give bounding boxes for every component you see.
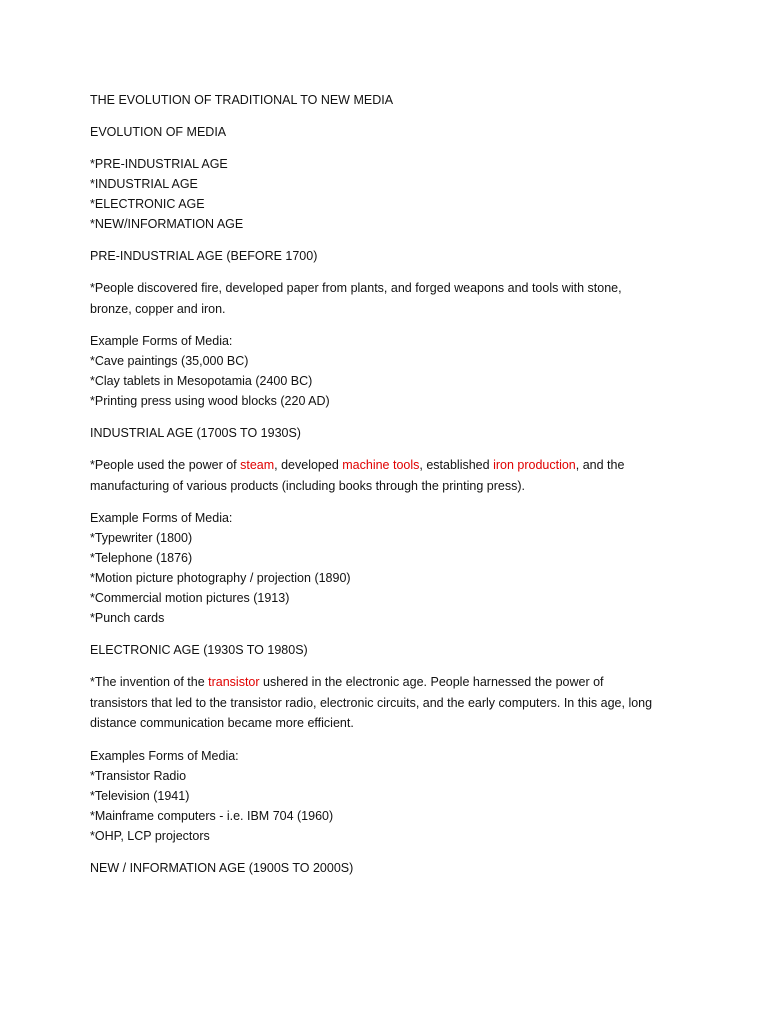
pre-industrial-examples: [90, 331, 690, 411]
document-title-block: [90, 90, 690, 110]
document-subtitle-block: [90, 122, 690, 142]
paragraph-text: ushered in the electronic age. People harnessed the power of: [259, 675, 604, 689]
section-heading-pre-industrial: PRE-INDUSTRIAL AGE (BEFORE 1700): [90, 249, 318, 263]
paragraph-line: [90, 672, 690, 693]
example-item: *Printing press using wood blocks (220 AD): [90, 394, 330, 408]
example-item: *Motion picture photography / projection (1890): [90, 571, 351, 585]
document-title: THE EVOLUTION OF TRADITIONAL TO NEW MEDIA: [90, 93, 394, 107]
example-item: *Telephone (1876): [90, 551, 193, 565]
paragraph-line: transistors that led to the transistor radio, electronic circuits, and the early computers. In this age, long: [90, 695, 653, 710]
section-heading-industrial: INDUSTRIAL AGE (1700S TO 1930S): [90, 426, 301, 440]
paragraph-line: *People discovered fire, developed paper from plants, and forged weapons and tools with stone,: [90, 281, 622, 295]
highlight-steam: steam: [240, 458, 275, 472]
ages-list: [90, 154, 690, 234]
pre-industrial-paragraph: [90, 278, 690, 319]
paragraph-text: *The invention of the: [90, 675, 209, 689]
paragraph-text: , established: [419, 458, 494, 472]
paragraph-text: *People used the power of: [90, 458, 241, 472]
paragraph-text: , and the: [575, 458, 625, 472]
example-item: *Television (1941): [90, 788, 190, 803]
industrial-examples: [90, 508, 690, 628]
examples-label: Examples Forms of Media:: [90, 748, 239, 763]
new-info-heading-block: [90, 858, 690, 878]
examples-label: Example Forms of Media:: [90, 334, 233, 348]
ages-list-item: *NEW/INFORMATION AGE: [90, 217, 244, 231]
electronic-paragraph: [90, 672, 690, 734]
paragraph-line: manufacturing of various products (including books through the printing press).: [90, 478, 525, 493]
paragraph-text: , developed: [274, 458, 343, 472]
industrial-paragraph: [90, 455, 690, 496]
pre-industrial-heading-block: [90, 246, 690, 266]
highlight-iron-production: iron production: [493, 458, 576, 472]
electronic-heading-block: [90, 640, 690, 660]
example-item: *OHP, LCP projectors: [90, 828, 210, 843]
document-subtitle: EVOLUTION OF MEDIA: [90, 125, 227, 139]
paragraph-line: [90, 455, 690, 476]
highlight-transistor: transistor: [208, 675, 260, 689]
example-item: *Commercial motion pictures (1913): [90, 591, 290, 605]
ages-list-item: *PRE-INDUSTRIAL AGE: [90, 157, 228, 171]
electronic-examples: [90, 746, 690, 846]
highlight-machine-tools: machine tools: [342, 458, 420, 472]
example-item: *Punch cards: [90, 611, 165, 625]
section-heading-new-info: NEW / INFORMATION AGE (1900S TO 2000S): [90, 860, 354, 875]
ages-list-item: *ELECTRONIC AGE: [90, 197, 205, 211]
example-item: *Cave paintings (35,000 BC): [90, 354, 249, 368]
ages-list-item: *INDUSTRIAL AGE: [90, 177, 198, 191]
document-page: [90, 90, 690, 890]
industrial-heading-block: [90, 423, 690, 443]
example-item: *Clay tablets in Mesopotamia (2400 BC): [90, 374, 313, 388]
paragraph-line: distance communication became more efficient.: [90, 716, 354, 730]
paragraph-line: bronze, copper and iron.: [90, 301, 226, 316]
example-item: *Transistor Radio: [90, 768, 187, 783]
example-item: *Mainframe computers - i.e. IBM 704 (1960): [90, 808, 334, 823]
section-heading-electronic: ELECTRONIC AGE (1930S TO 1980S): [90, 643, 308, 657]
example-item: *Typewriter (1800): [90, 531, 193, 545]
examples-label: Example Forms of Media:: [90, 511, 233, 525]
